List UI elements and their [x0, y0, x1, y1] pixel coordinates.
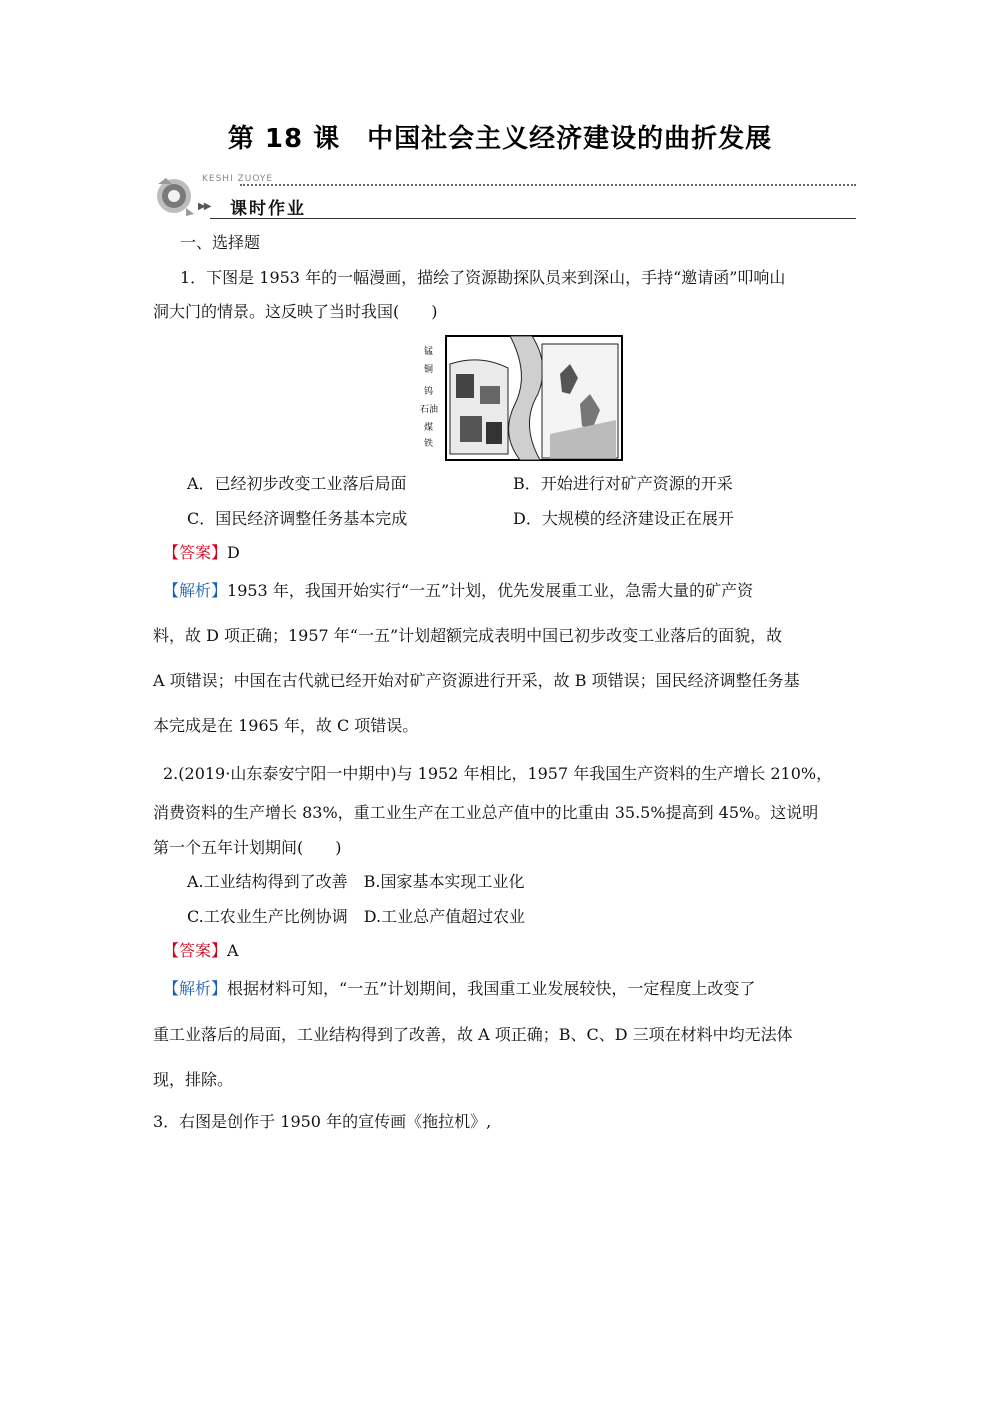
- figure-label: 锰: [424, 347, 434, 357]
- figure-label: 煤: [424, 423, 434, 433]
- q1-answer: [163, 543, 240, 563]
- section-banner: [150, 174, 856, 224]
- q1-text-line-2: 洞大门的情景。这反映了当时我国( ): [153, 302, 438, 321]
- q2-text-line-2: 消费资料的生产增长 83%，重工业生产在工业总产值中的比重由 35.5%提高到 45%。这说明: [153, 803, 819, 822]
- double-arrow-icon: ▶▶: [198, 201, 210, 212]
- figure-label: 石油: [420, 405, 439, 415]
- answer-tag: 【答案】: [163, 941, 228, 960]
- figure-label: 钨: [424, 387, 434, 397]
- q2-analysis-line-2: 重工业落后的局面，工业结构得到了改善，故 A 项正确；B、C、D 三项在材料中均无法体: [153, 1025, 793, 1044]
- section-heading: 一、选择题: [180, 233, 261, 252]
- figure-label: 铁: [424, 439, 434, 449]
- analysis-tag: 【解析】: [163, 979, 228, 998]
- answer-value: D: [227, 543, 240, 562]
- analysis-tag: 【解析】: [163, 581, 228, 600]
- page-title: 第 18 课 中国社会主义经济建设的曲折发展: [227, 124, 773, 154]
- banner-tag: KESHI ZUOYE: [202, 174, 274, 184]
- q3-text-line-1: 3．右图是创作于 1950 年的宣传画《拖拉机》,: [153, 1112, 492, 1131]
- banner-rule: [210, 218, 856, 219]
- q1-analysis-line-4: 本完成是在 1965 年，故 C 项错误。: [153, 716, 419, 735]
- q2-options-row-1: A.工业结构得到了改善 B.国家基本实现工业化: [187, 872, 525, 891]
- answer-value: A: [227, 941, 239, 960]
- q1-option-d: D．大规模的经济建设正在展开: [513, 509, 734, 528]
- q2-analysis-line-3: 现，排除。: [153, 1070, 234, 1089]
- q2-text-line-3: 第一个五年计划期间( ): [153, 838, 342, 857]
- figure-label: 铜: [424, 365, 434, 375]
- q2-analysis-line-1: 【解析】根据材料可知，“一五”计划期间，我国重工业发展较快，一定程度上改变了: [163, 979, 756, 998]
- banner-dotted-line: [240, 184, 856, 186]
- q1-option-b: B．开始进行对矿产资源的开采: [513, 474, 733, 493]
- q1-cartoon-figure: [420, 334, 624, 462]
- answer-tag: 【答案】: [163, 543, 228, 562]
- gear-logo-icon: [150, 174, 200, 220]
- q1-analysis-line-2: 料，故 D 项正确；1957 年“一五”计划超额完成表明中国已初步改变工业落后的面貌，故: [153, 626, 783, 645]
- q1-text-line-1: 1．下图是 1953 年的一幅漫画，描绘了资源勘探队员来到深山，手持“邀请函”叩响山: [180, 268, 786, 287]
- q1-option-c: C．国民经济调整任务基本完成: [187, 509, 408, 528]
- q2-text-line-1: 2.(2019·山东泰安宁阳一中期中)与 1952 年相比，1957 年我国生产资料的生产增长 210%，: [163, 764, 833, 783]
- q2-options-row-2: C.工农业生产比例协调 D.工业总产值超过农业: [187, 907, 526, 926]
- q1-analysis-line-1: 【解析】1953 年，我国开始实行“一五”计划，优先发展重工业，急需大量的矿产资: [163, 581, 754, 600]
- banner-label: 课时作业: [230, 199, 306, 219]
- q1-option-a: A．已经初步改变工业落后局面: [187, 474, 407, 493]
- q2-answer: [163, 941, 239, 961]
- q1-analysis-line-3: A 项错误；中国在古代就已经开始对矿产资源进行开采，故 B 项错误；国民经济调整任务基: [153, 671, 800, 690]
